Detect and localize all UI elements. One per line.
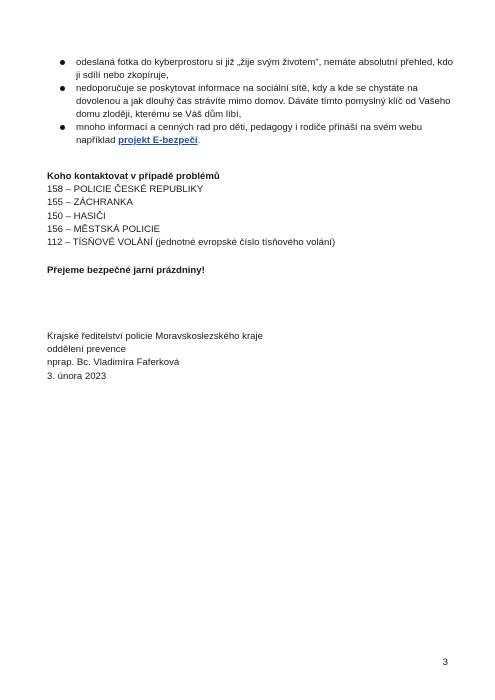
list-item	[60, 82, 455, 121]
list-item	[60, 121, 455, 147]
page-number: 3	[442, 657, 448, 668]
bullet-list	[60, 56, 455, 147]
signature-block	[47, 330, 263, 383]
contact-line: 156 – MĚSTSKÁ POLICIE	[47, 223, 161, 235]
contact-line: 112 – TÍSŇOVÉ VOLÁNÍ (jednotné evropské číslo tísňového volání)	[47, 237, 336, 249]
signature-line: nprap. Bc. Vladimíra Faferková	[47, 357, 180, 369]
e-bezpeci-link[interactable]: projekt E-bezpečí	[118, 135, 198, 146]
bullet-text-end: .	[197, 135, 201, 146]
bullet-text: nedoporučuje se poskytovat informace na sociální sítě, kdy a kde se chystáte na dovolenou a jak dlouhý čas strávíte mimo domov. Dáváte tímto pomyslný klíč od Vašeho domu zloději, kterému se Váš dům líbí,	[76, 83, 451, 120]
signature-date: 3. února 2023	[47, 370, 107, 382]
contact-line: 158 – POLICIE ČESKÉ REPUBLIKY	[47, 184, 204, 196]
contact-line: 155 – ZÁCHRANKA	[47, 197, 133, 209]
signature-line: oddělení prevence	[47, 344, 126, 356]
contacts-section	[47, 170, 335, 249]
bullet-icon	[60, 86, 65, 91]
list-item	[60, 56, 455, 82]
signature-line: Krajské ředitelství policie Moravskoslezského kraje	[47, 331, 263, 342]
bullet-text: odeslaná fotka do kyberprostoru si již „žije svým životem“, nemáte absolutní přehled, kdo ji sdílí nebo zkopíruje,	[76, 57, 453, 81]
holiday-wish: Přejeme bezpečné jarní prázdniny!	[47, 265, 205, 276]
contacts-heading: Koho kontaktovat v případě problémů	[47, 171, 220, 182]
bullet-text: mnoho informací a cenných rad pro děti, pedagogy i rodiče přináší na svém webu například	[76, 122, 423, 146]
contact-line: 150 – HASIČI	[47, 210, 106, 222]
bullet-icon	[60, 125, 65, 130]
bullet-icon	[60, 60, 65, 65]
